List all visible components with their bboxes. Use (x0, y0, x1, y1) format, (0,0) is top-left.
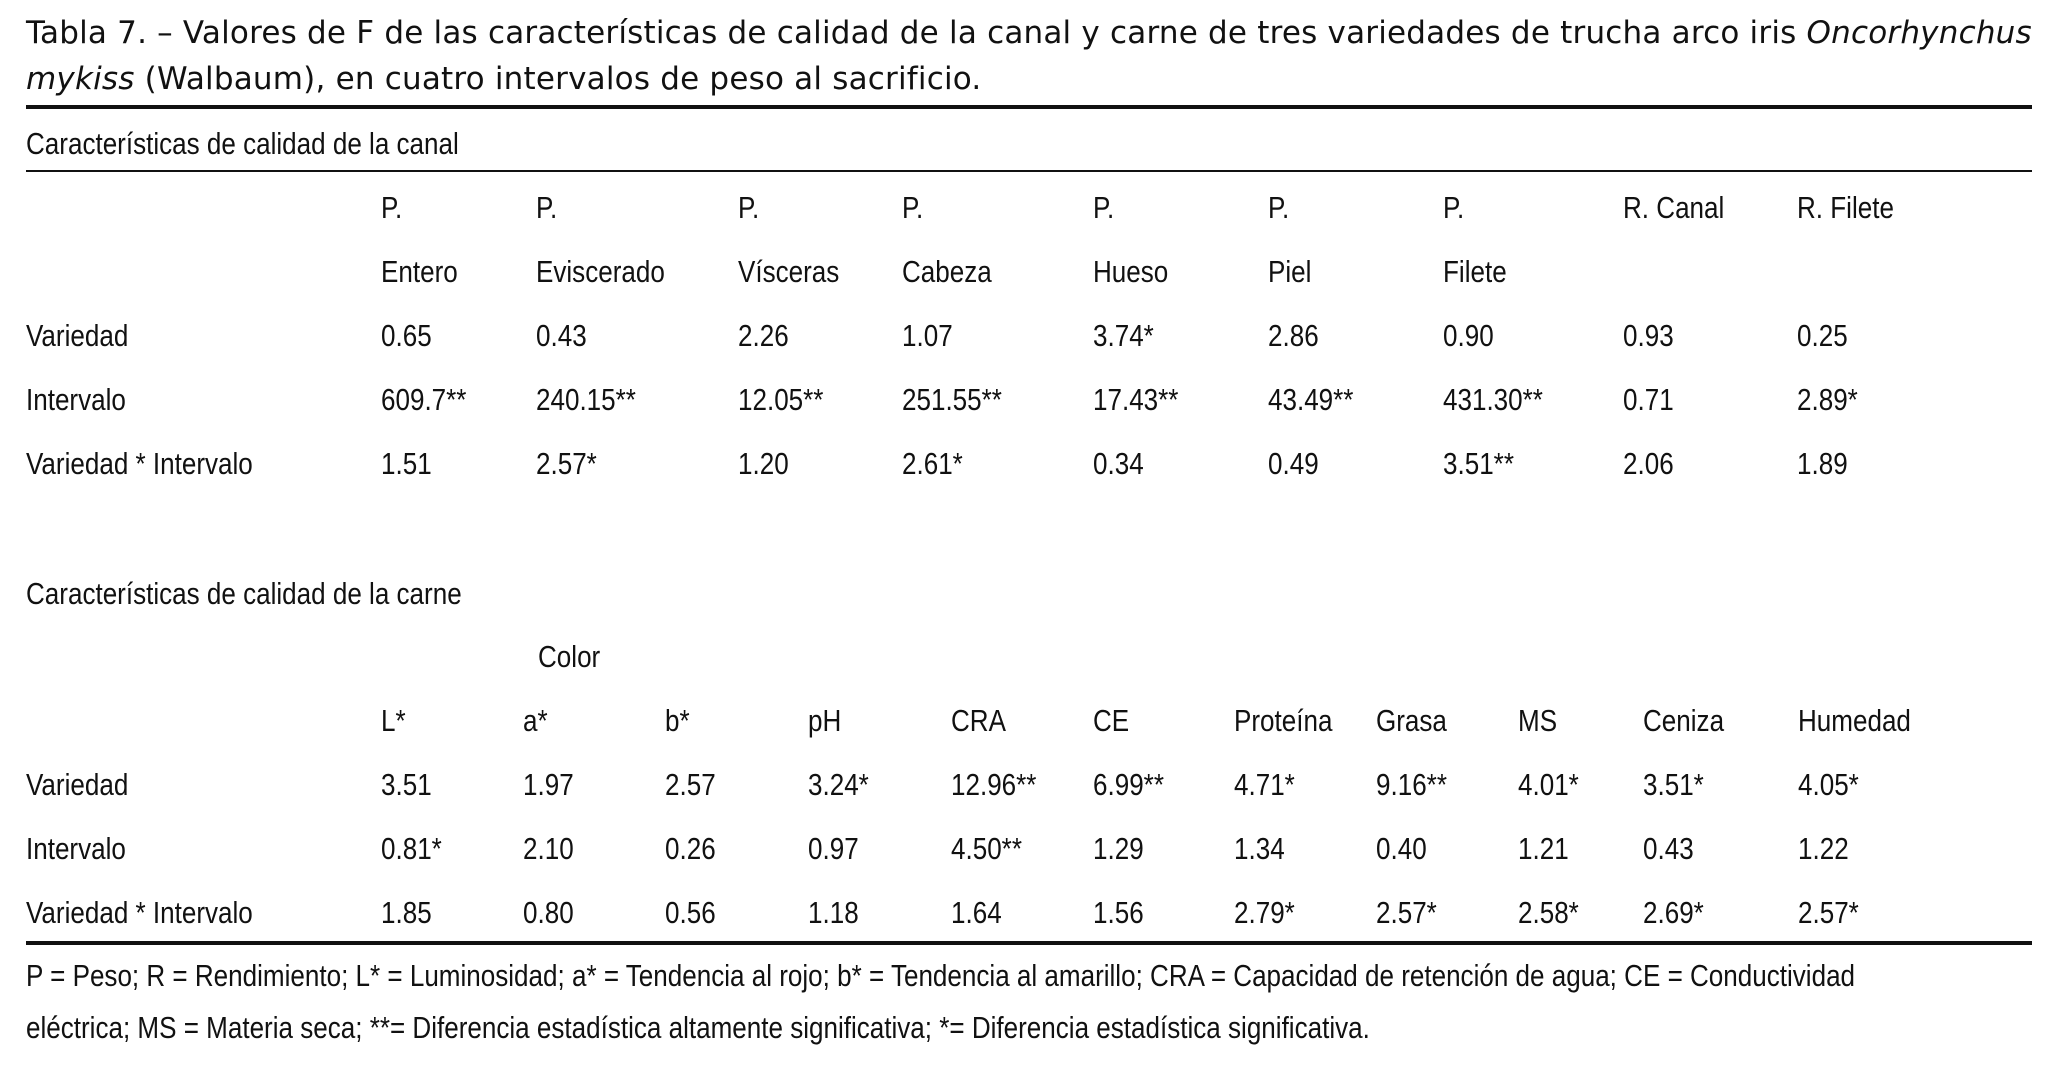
carne-header-1: a* (523, 703, 548, 738)
table-caption (26, 10, 2036, 102)
carne-cell: 0.80 (523, 895, 574, 930)
canal-cell: 0.71 (1623, 382, 1674, 417)
carne-row-label: Variedad * Intervalo (26, 895, 253, 930)
carne-row-label: Variedad (26, 767, 129, 802)
canal-cell: 1.20 (738, 446, 789, 481)
carne-cell: 3.24* (808, 767, 869, 802)
carne-cell: 4.71* (1234, 767, 1295, 802)
carne-cell: 1.29 (1093, 831, 1144, 866)
carne-cell: 6.99** (1093, 767, 1164, 802)
carne-cell: 12.96** (951, 767, 1037, 802)
carne-cell: 2.57* (1798, 895, 1859, 930)
canal-row-label: Variedad (26, 318, 129, 353)
carne-cell: 3.51 (381, 767, 432, 802)
footnote-line-2: eléctrica; MS = Materia seca; **= Diferencia estadística altamente significativa; *= Diferencia estadística significativa. (26, 1010, 1370, 1045)
carne-cell: 0.81* (381, 831, 442, 866)
carne-header-10: Humedad (1798, 703, 1911, 738)
carne-cell: 2.58* (1518, 895, 1579, 930)
carne-cell: 2.10 (523, 831, 574, 866)
color-group-label: Color (538, 639, 601, 674)
canal-header-0-line2: Entero (381, 254, 458, 289)
canal-cell: 2.89* (1797, 382, 1858, 417)
carne-cell: 0.43 (1643, 831, 1694, 866)
canal-row-label: Variedad * Intervalo (26, 446, 253, 481)
canal-header-2-line2: Vísceras (738, 254, 840, 289)
canal-cell: 2.61* (902, 446, 963, 481)
carne-header-9: Ceniza (1643, 703, 1725, 738)
canal-section-title: Características de calidad de la canal (26, 126, 459, 161)
canal-header-7-line1: R. Canal (1623, 190, 1725, 225)
canal-header-3-line1: P. (902, 190, 924, 225)
canal-header-4-line1: P. (1093, 190, 1115, 225)
carne-section-title: Características de calidad de la carne (26, 576, 462, 611)
carne-header-6: Proteína (1234, 703, 1333, 738)
carne-header-5: CE (1093, 703, 1130, 738)
carne-cell: 2.57 (665, 767, 716, 802)
caption-species: Oncorhynchus mykiss (26, 15, 2032, 97)
canal-cell: 0.90 (1443, 318, 1494, 353)
carne-cell: 1.97 (523, 767, 574, 802)
canal-header-1-line2: Eviscerado (536, 254, 665, 289)
carne-header-4: CRA (951, 703, 1006, 738)
canal-cell: 2.86 (1268, 318, 1319, 353)
canal-header-6-line2: Filete (1443, 254, 1507, 289)
carne-cell: 1.22 (1798, 831, 1849, 866)
canal-cell: 251.55** (902, 382, 1002, 417)
table-top-rule (26, 105, 2032, 109)
carne-header-7: Grasa (1376, 703, 1447, 738)
canal-cell: 609.7** (381, 382, 467, 417)
canal-cell: 43.49** (1268, 382, 1354, 417)
canal-cell: 1.89 (1797, 446, 1848, 481)
carne-cell: 1.34 (1234, 831, 1285, 866)
canal-cell: 1.07 (902, 318, 953, 353)
canal-header-5-line2: Piel (1268, 254, 1312, 289)
carne-cell: 0.56 (665, 895, 716, 930)
canal-row-label: Intervalo (26, 382, 126, 417)
canal-header-1-line1: P. (536, 190, 558, 225)
canal-cell: 0.49 (1268, 446, 1319, 481)
carne-cell: 2.57* (1376, 895, 1437, 930)
carne-cell: 2.79* (1234, 895, 1295, 930)
carne-cell: 0.97 (808, 831, 859, 866)
canal-header-2-line1: P. (738, 190, 760, 225)
carne-cell: 4.50** (951, 831, 1022, 866)
caption-lead: Tabla 7. – Valores de F de las características de calidad de la canal y carne de tres variedades de trucha arco iris (26, 15, 1807, 51)
carne-header-8: MS (1518, 703, 1558, 738)
canal-header-5-line1: P. (1268, 190, 1290, 225)
carne-cell: 0.40 (1376, 831, 1427, 866)
table-bottom-rule (26, 941, 2032, 945)
carne-cell: 4.05* (1798, 767, 1859, 802)
carne-cell: 9.16** (1376, 767, 1447, 802)
canal-header-6-line1: P. (1443, 190, 1465, 225)
canal-cell: 3.51** (1443, 446, 1514, 481)
footnote-line-1: P = Peso; R = Rendimiento; L* = Luminosidad; a* = Tendencia al rojo; b* = Tendencia al amarillo; CRA = Capacidad de retención de agua; CE = Conductividad (26, 958, 1856, 993)
carne-cell: 2.69* (1643, 895, 1704, 930)
canal-cell: 1.51 (381, 446, 432, 481)
carne-cell: 1.21 (1518, 831, 1569, 866)
carne-cell: 4.01* (1518, 767, 1579, 802)
carne-cell: 3.51* (1643, 767, 1704, 802)
canal-cell: 0.25 (1797, 318, 1848, 353)
canal-cell: 17.43** (1093, 382, 1179, 417)
carne-cell: 1.56 (1093, 895, 1144, 930)
carne-cell: 1.18 (808, 895, 859, 930)
canal-cell: 0.65 (381, 318, 432, 353)
canal-header-8-line1: R. Filete (1797, 190, 1894, 225)
canal-cell: 0.93 (1623, 318, 1674, 353)
canal-header-4-line2: Hueso (1093, 254, 1169, 289)
carne-cell: 1.64 (951, 895, 1002, 930)
caption-tail: (Walbaum), en cuatro intervalos de peso al sacrificio. (134, 61, 982, 97)
canal-cell: 2.26 (738, 318, 789, 353)
canal-header-3-line2: Cabeza (902, 254, 992, 289)
canal-section-rule (26, 170, 2032, 172)
canal-cell: 240.15** (536, 382, 636, 417)
canal-header-0-line1: P. (381, 190, 403, 225)
carne-header-3: pH (808, 703, 842, 738)
canal-cell: 0.34 (1093, 446, 1144, 481)
canal-cell: 12.05** (738, 382, 824, 417)
carne-header-0: L* (381, 703, 406, 738)
carne-row-label: Intervalo (26, 831, 126, 866)
carne-cell: 1.85 (381, 895, 432, 930)
canal-cell: 431.30** (1443, 382, 1543, 417)
canal-cell: 3.74* (1093, 318, 1154, 353)
carne-header-2: b* (665, 703, 690, 738)
canal-cell: 0.43 (536, 318, 587, 353)
carne-cell: 0.26 (665, 831, 716, 866)
canal-cell: 2.06 (1623, 446, 1674, 481)
canal-cell: 2.57* (536, 446, 597, 481)
